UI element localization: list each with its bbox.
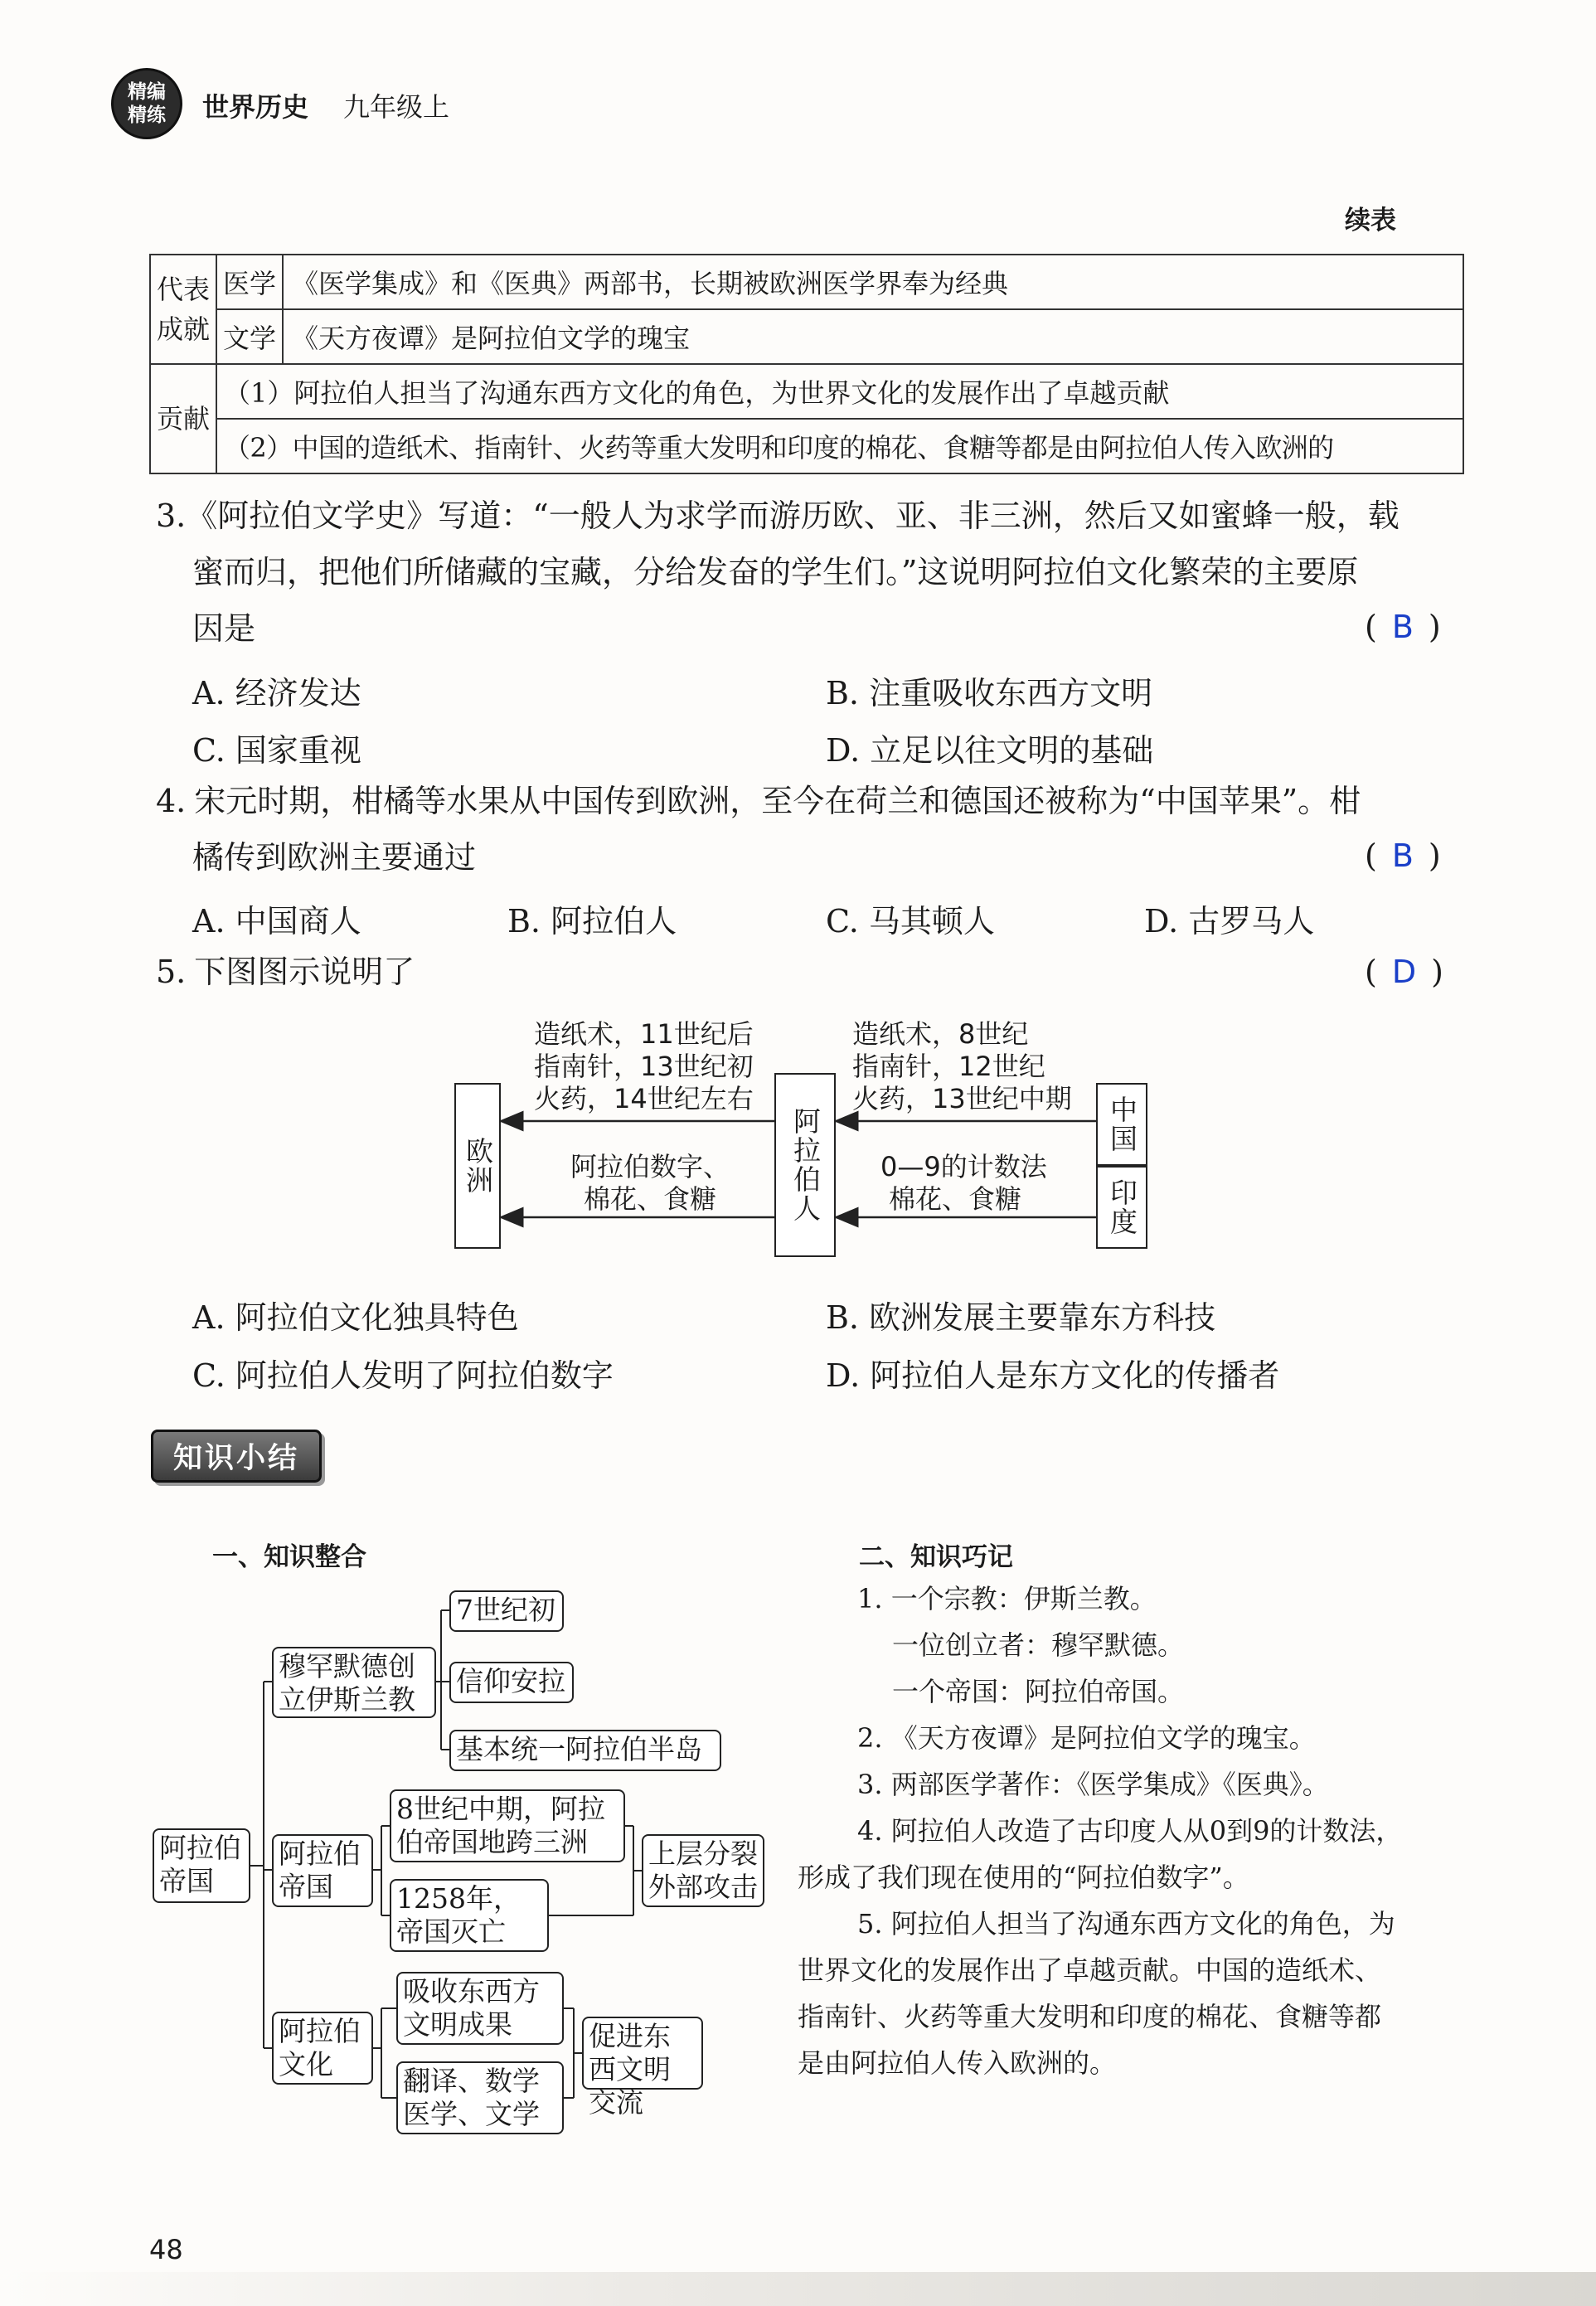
continued-label: 续表 [1345,206,1396,235]
arabs-to-europe-bottom-labels [570,1151,730,1216]
tree-leaf: 7世纪初 [449,1590,564,1632]
answer-4: ( B ) [1365,837,1441,874]
option-c: C. 国家重视 [192,732,361,769]
tree-branch-2: 阿拉伯帝国 [272,1834,373,1907]
section-title: 知识小结 [151,1430,322,1483]
tree-leaf: 翻译、数学医学、文学 [396,2061,564,2134]
memory-line: 指南针、火药等重大发明和印度的棉花、食糖等都 [798,2001,1382,2032]
tree-branch-3: 阿拉伯文化 [272,2012,373,2085]
option-a: A. 经济发达 [192,675,361,711]
answer-3: ( B ) [1365,609,1441,645]
memory-line: 形成了我们现在使用的“阿拉伯数字”。 [798,1862,1249,1893]
india-box [1096,1166,1147,1249]
india-label: 印度 [1106,1178,1138,1236]
option-b: B. 阿拉伯人 [507,903,677,939]
transmission-diagram [448,1018,1169,1259]
memory-line: 2. 《天方夜谭》是阿拉伯文学的瑰宝。 [857,1722,1316,1754]
label-line: 指南针，12世纪 [852,1051,1045,1082]
knowledge-tree [149,1575,779,2156]
memory-line: 4. 阿拉伯人改造了古印度人从0到9的计数法， [857,1815,1403,1847]
tree-leaf: 8世纪中期，阿拉伯帝国地跨三洲 [390,1789,625,1862]
tree-leaf: 1258年，帝国灭亡 [390,1879,549,1952]
integration-title: 一、知识整合 [212,1542,366,1572]
question-4 [156,773,1361,886]
question-line: 橘传到欧洲主要通过 [192,839,477,876]
label-line: 造纸术，8世纪 [852,1018,1029,1050]
option-c: C. 马其顿人 [826,903,995,939]
memory-title: 二、知识巧记 [859,1542,1013,1572]
europe-label: 欧洲 [462,1137,494,1195]
option-d: D. 古罗马人 [1144,903,1315,939]
label-line: 造纸术，11世纪后 [534,1018,754,1050]
option-c: C. 阿拉伯人发明了阿拉伯数字 [192,1357,614,1394]
option-d: D. 立足以往文明的基础 [826,732,1154,769]
question-3 [156,488,1400,657]
question-line [156,773,1361,829]
arabs-to-europe-top-labels [534,1018,754,1115]
europe-box [454,1083,501,1249]
logo-line2: 精练 [128,104,166,126]
table-row [150,309,1463,364]
series-logo [111,68,182,139]
answer-letter: B [1391,609,1414,645]
question-number: 4. [156,783,187,819]
achievements-label-cell [150,255,216,364]
east-to-arabs-top-labels [852,1018,1072,1115]
tree-result: 促进东西文明交流 [582,2017,703,2090]
achievements-label: 代表成就 [156,274,210,345]
contribution-2: （2）中国的造纸术、指南针、火药等重大发明和印度的棉花、食糖等都是由阿拉伯人传入欧洲的 [216,419,1463,473]
book-title: 世界历史 [202,91,309,123]
question-5 [156,944,415,1000]
memory-line: 是由阿拉伯人传入欧洲的。 [798,2047,1117,2079]
east-to-arabs-bottom-labels [880,1151,1047,1216]
label-line: 指南针，13世纪初 [534,1051,754,1082]
category-cell: 医学 [216,255,283,309]
memory-line: 一位创立者：穆罕默德。 [892,1629,1185,1661]
table-row [150,364,1463,419]
option-d: D. 阿拉伯人是东方文化的传播者 [826,1357,1280,1394]
contribution-1: （1）阿拉伯人担当了沟通东西方文化的角色，为世界文化的发展作出了卓越贡献 [216,364,1463,419]
china-label: 中国 [1106,1095,1138,1153]
question-number: 5. [156,954,187,990]
memory-line: 世界文化的发展作出了卓越贡献。中国的造纸术、 [798,1954,1382,1986]
tree-leaf: 信仰安拉 [449,1662,574,1703]
logo-line1: 精编 [128,81,166,103]
answer-letter: D [1391,954,1417,990]
tree-branch-1: 穆罕默德创立伊斯兰教 [272,1647,436,1718]
label-line: 棉花、食糖 [889,1183,1022,1215]
memory-line: 一个帝国：阿拉伯帝国。 [892,1676,1185,1707]
tree-leaf: 基本统一阿拉伯半岛 [449,1730,721,1771]
question-line [156,488,1400,544]
table-row [150,419,1463,473]
option-b: B. 欧洲发展主要靠东方科技 [826,1299,1216,1336]
question-line: 蜜而归，把他们所储藏的宝藏，分给发奋的学生们。”这说明阿拉伯文化繁荣的主要原 [192,554,1359,590]
achievements-table [149,254,1464,474]
question-text: 下图图示说明了 [194,954,415,990]
category-cell: 文学 [216,309,283,364]
option-a: A. 中国商人 [192,903,361,939]
memory-list [798,1575,1467,2086]
arabs-label: 阿拉伯人 [789,1107,822,1223]
table-row [150,255,1463,309]
option-a: A. 阿拉伯文化独具特色 [192,1299,519,1336]
memory-line: 5. 阿拉伯人担当了沟通东西方文化的角色，为 [857,1908,1395,1939]
china-box [1096,1083,1147,1166]
question-text: 宋元时期，柑橘等水果从中国传到欧洲，至今在荷兰和德国还被称为“中国苹果”。柑 [194,783,1361,819]
question-text: 《阿拉伯文学史》写道：“一般人为求学而游历欧、亚、非三洲，然后又如蜜蜂一般，载 [186,498,1400,534]
arabs-box [774,1073,836,1257]
label-line: 火药，13世纪中期 [852,1083,1072,1114]
question-number: 3. [156,498,187,534]
tree-leaf: 吸收东西方文明成果 [396,1972,564,2045]
option-b: B. 注重吸收东西方文明 [826,675,1153,711]
question-line: 因是 [192,610,256,647]
answer-5: ( D ) [1365,954,1443,990]
tree-root: 阿拉伯帝国 [153,1828,250,1903]
contribution-label: 贡献 [150,364,216,473]
memory-line: 3. 两部医学著作：《医学集成》《医典》。 [857,1769,1329,1800]
book-grade: 九年级上 [343,91,450,123]
label-line: 阿拉伯数字、 [570,1151,730,1182]
label-line: 火药，14世纪左右 [534,1083,754,1114]
answer-letter: B [1391,837,1414,874]
content-cell: 《天方夜谭》是阿拉伯文学的瑰宝 [283,309,1463,364]
label-line: 棉花、食糖 [584,1183,717,1215]
page-edge-shadow [0,2272,1596,2306]
tree-cause: 上层分裂外部攻击 [642,1834,764,1907]
memory-line: 1. 一个宗教：伊斯兰教。 [857,1583,1157,1614]
question-line [156,944,415,1000]
content-cell: 《医学集成》和《医典》两部书，长期被欧洲医学界奉为经典 [283,255,1463,309]
label-line: 0—9的计数法 [880,1151,1047,1182]
page-number: 48 [149,2234,183,2265]
